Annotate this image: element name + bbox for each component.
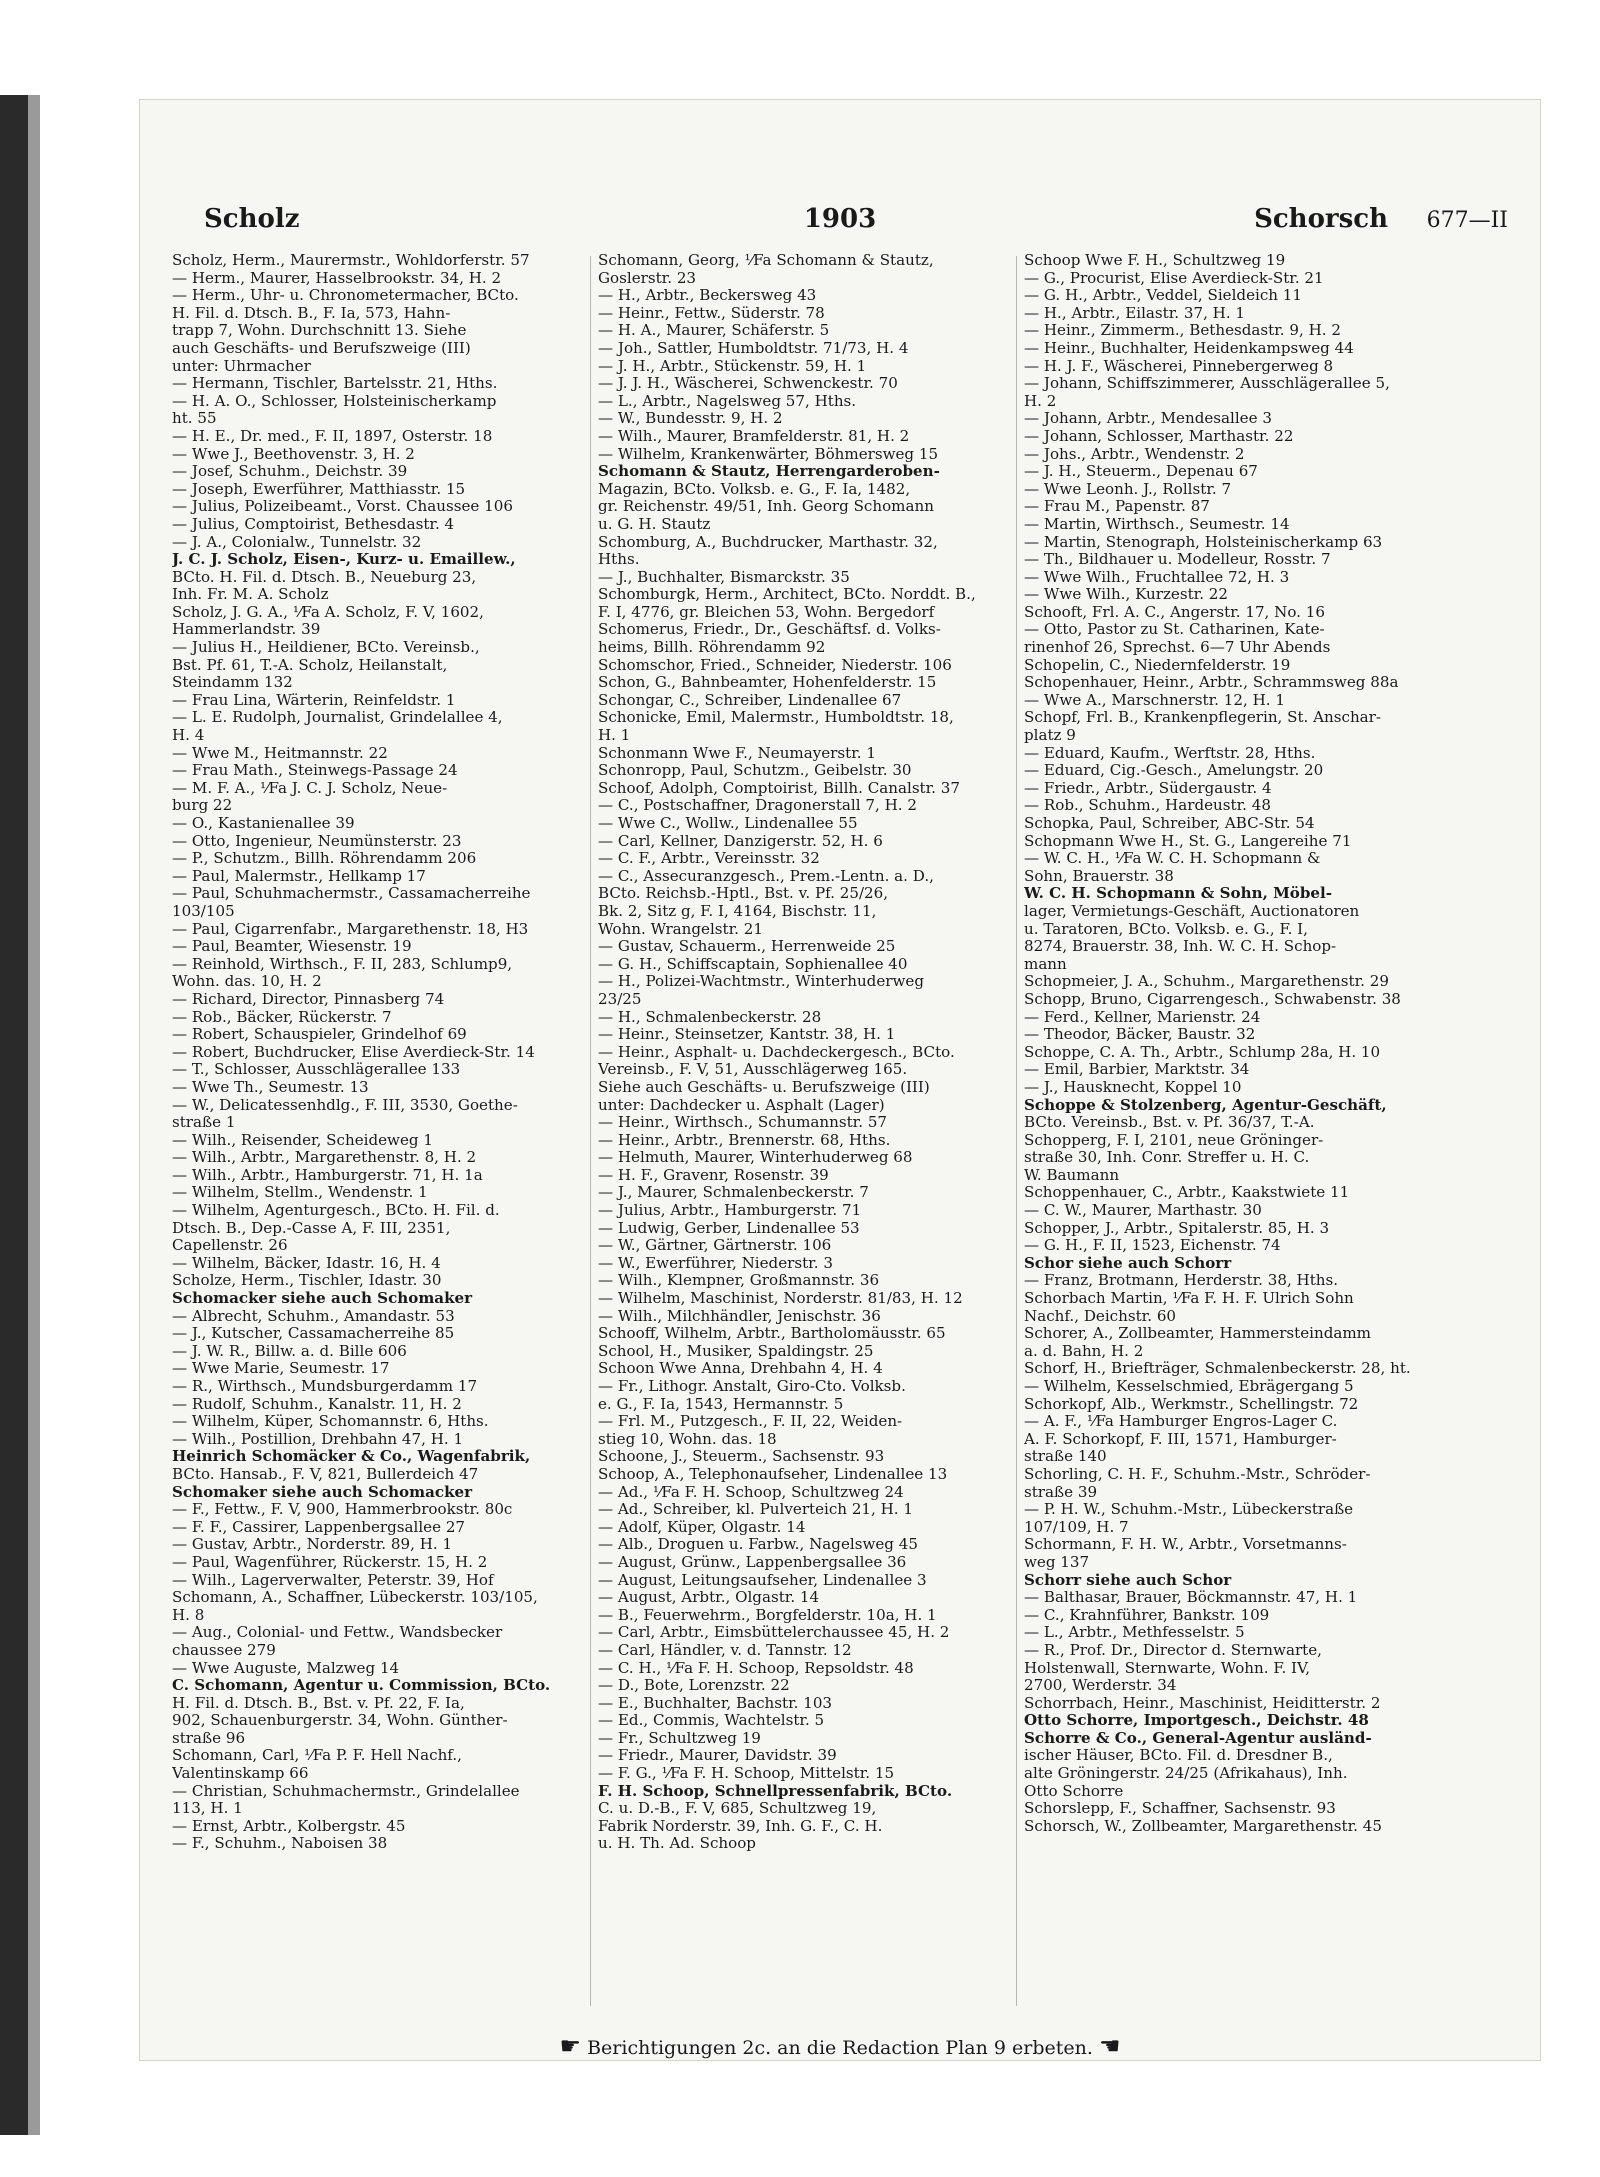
directory-entry-line: straße 140: [1024, 1448, 1107, 1466]
directory-entry-line: Vereinsb., F. V, 51, Ausschlägerweg 165.: [598, 1061, 908, 1079]
directory-entry-line: Scholz, Herm., Maurermstr., Wohldorferstr. 57: [172, 252, 530, 269]
directory-entry-line: — W. C. H., ⅟Fa W. C. H. Schopmann &: [1024, 850, 1321, 868]
directory-entry-line: — Wilhelm, Maschinist, Norderstr. 81/83, H. 12: [598, 1290, 963, 1308]
directory-entry-line: weg 137: [1024, 1553, 1090, 1571]
directory-entry-line: Schomacker siehe auch Schomaker: [172, 1290, 473, 1308]
directory-entry-line: — Heinr., Fettw., Süderstr. 78: [598, 304, 825, 322]
directory-entry-line: — L. E. Rudolph, Journalist, Grindelallee 4,: [172, 709, 503, 727]
directory-entry-line: — P., Schutzm., Billh. Röhrendamm 206: [172, 850, 477, 868]
directory-entry-line: ht. 55: [172, 410, 217, 428]
directory-entry-line: — Hermann, Tischler, Bartelsstr. 21, Hths.: [172, 375, 498, 393]
directory-entry-line: — R., Prof. Dr., Director d. Sternwarte,: [1024, 1641, 1322, 1659]
directory-entry-line: — Rob., Bäcker, Rückerstr. 7: [172, 1008, 392, 1026]
directory-entry-line: unter: Uhrmacher: [172, 357, 311, 375]
directory-entry-line: Schomann & Stautz, Herrengarderoben-: [598, 463, 940, 481]
directory-entry-line: — Reinhold, Wirthsch., F. II, 283, Schlump9,: [172, 955, 513, 973]
directory-entry-line: Wohn. das. 10, H. 2: [172, 973, 322, 991]
directory-entry-line: — Julius, Polizeibeamt., Vorst. Chaussee 106: [172, 498, 513, 516]
directory-entry-line: Schopmeier, J. A., Schuhm., Margarethenstr. 29: [1024, 973, 1389, 991]
directory-entry-line: — H. J. F., Wäscherei, Pinnebergerweg 8: [1024, 357, 1334, 375]
header-right-keyword: Schorsch: [1254, 204, 1388, 234]
directory-entry-line: Inh. Fr. M. A. Scholz: [172, 586, 329, 604]
directory-entry-line: — Wilh., Milchhändler, Jenischstr. 36: [598, 1307, 881, 1325]
directory-entry-line: — J., Maurer, Schmalenbeckerstr. 7: [598, 1184, 869, 1202]
directory-entry-line: — Heinr., Buchhalter, Heidenkampsweg 44: [1024, 339, 1354, 357]
page-footer: [140, 2032, 1540, 2060]
directory-entry-line: — Ad., ⅟Fa F. H. Schoop, Schultzweg 24: [598, 1483, 904, 1501]
directory-entry-line: straße 30, Inh. Conr. Streffer u. H. C.: [1024, 1149, 1310, 1167]
directory-entry-line: Schoop Wwe F. H., Schultzweg 19: [1024, 252, 1286, 269]
directory-entry-line: Schorf, H., Briefträger, Schmalenbeckerstr. 28, ht.: [1024, 1360, 1411, 1378]
directory-entry-line: — Rudolf, Schuhm., Kanalstr. 11, H. 2: [172, 1395, 462, 1413]
header-year: 1903: [803, 204, 877, 234]
directory-entry-line: — G., Procurist, Elise Averdieck-Str. 21: [1024, 269, 1324, 287]
directory-entry-line: W. Baumann: [1024, 1166, 1120, 1184]
directory-entry-line: gr. Reichenstr. 49/51, Inh. Georg Schomann: [598, 498, 934, 516]
directory-entry-line: Schorr siehe auch Schor: [1024, 1571, 1232, 1589]
directory-entry-line: — J., Hausknecht, Koppel 10: [1024, 1078, 1242, 1096]
directory-entry-line: — Helmuth, Maurer, Winterhuderweg 68: [598, 1149, 913, 1167]
directory-entry-line: — Ed., Commis, Wachtelstr. 5: [598, 1712, 825, 1730]
directory-entry-line: — August, Leitungsaufseher, Lindenallee 3: [598, 1571, 927, 1589]
directory-entry-line: Schon, G., Bahnbeamter, Hohenfelderstr. 15: [598, 674, 937, 692]
directory-entry-line: Schomann, A., Schaffner, Lübeckerstr. 103/105,: [172, 1589, 538, 1607]
directory-entry-line: Schorer, A., Zollbeamter, Hammersteindamm: [1024, 1325, 1371, 1343]
directory-entry-line: auch Geschäfts- und Berufszweige (III): [172, 339, 471, 357]
directory-entry-line: chaussee 279: [172, 1641, 276, 1659]
directory-entry-line: — Paul, Wagenführer, Rückerstr. 15, H. 2: [172, 1553, 488, 1571]
directory-entry-line: Schonicke, Emil, Malermstr., Humboldtstr. 18,: [598, 709, 954, 727]
directory-entry-line: Schorrbach, Heinr., Maschinist, Heiditterstr. 2: [1024, 1694, 1381, 1712]
directory-entry-line: — Joseph, Ewerführer, Matthiasstr. 15: [172, 480, 466, 498]
directory-entry-line: — F., Fettw., F. V, 900, Hammerbrookstr. 80c: [172, 1501, 513, 1519]
directory-entry-line: — G. H., Schiffscaptain, Sophienallee 40: [598, 955, 908, 973]
directory-entry-line: Schopperg, F. I, 2101, neue Gröninger-: [1024, 1131, 1324, 1149]
directory-entry-line: — Gustav, Arbtr., Norderstr. 89, H. 1: [172, 1536, 453, 1554]
directory-entry-line: Schopka, Paul, Schreiber, ABC-Str. 54: [1024, 815, 1315, 832]
directory-entry-line: — C., Postschaffner, Dragonerstall 7, H. 2: [598, 797, 917, 815]
directory-entry-line: — D., Bote, Lorenzstr. 22: [598, 1677, 790, 1695]
directory-entry-line: — E., Buchhalter, Bachstr. 103: [598, 1694, 833, 1712]
directory-entry-line: — Robert, Schauspieler, Grindelhof 69: [172, 1026, 467, 1044]
directory-entry-line: burg 22: [172, 797, 233, 815]
directory-entry-line: — J. W. R., Billw. a. d. Bille 606: [172, 1342, 407, 1360]
directory-entry-line: — Herm., Uhr- u. Chronometermacher, BCto.: [172, 287, 519, 305]
directory-entry-line: — Wwe Th., Seumestr. 13: [172, 1078, 369, 1096]
directory-entry-line: — Otto, Ingenieur, Neumünsterstr. 23: [172, 832, 462, 850]
directory-entry-line: Bk. 2, Sitz g, F. I, 4164, Bischstr. 11,: [598, 902, 877, 920]
directory-entry-line: u. G. H. Stautz: [598, 515, 711, 533]
directory-entry-line: — Friedr., Maurer, Davidstr. 39: [598, 1747, 837, 1765]
directory-entry-line: — Frau M., Papenstr. 87: [1024, 498, 1210, 516]
directory-entry-line: Schoop, A., Telephonaufseher, Lindenallee 13: [598, 1465, 948, 1483]
directory-entry-line: BCto. Reichsb.-Hptl., Bst. v. Pf. 25/26,: [598, 885, 889, 903]
directory-entry-line: a. d. Bahn, H. 2: [1024, 1342, 1144, 1360]
directory-entry-line: F. H. Schoop, Schnellpressenfabrik, BCto.: [598, 1782, 953, 1800]
directory-entry-line: — R., Wirthsch., Mundsburgerdamm 17: [172, 1378, 478, 1395]
directory-entry-line: 23/25: [598, 990, 642, 1008]
directory-entry-line: — L., Arbtr., Methfesselstr. 5: [1024, 1624, 1245, 1642]
directory-entry-line: Steindamm 132: [172, 674, 293, 692]
directory-entry-line: — Josef, Schuhm., Deichstr. 39: [172, 463, 408, 481]
directory-entry-line: — August, Arbtr., Olgastr. 14: [598, 1589, 820, 1607]
directory-entry-line: — H. A. O., Schlosser, Holsteinischerkamp: [172, 392, 497, 410]
directory-entry-line: — C. W., Maurer, Marthastr. 30: [1024, 1202, 1262, 1220]
directory-entry-line: — Wwe Auguste, Malzweg 14: [172, 1659, 400, 1677]
directory-entry-line: Schopp, Bruno, Cigarrengesch., Schwabenstr. 38: [1024, 990, 1401, 1008]
directory-entry-line: — O., Kastanienallee 39: [172, 815, 355, 832]
directory-entry-line: — Wilhelm, Stellm., Wendenstr. 1: [172, 1184, 428, 1202]
directory-entry-line: — C. H., ⅟Fa F. H. Schoop, Repsoldstr. 48: [598, 1659, 914, 1677]
directory-entry-line: — Heinr., Wirthsch., Schumannstr. 57: [598, 1114, 888, 1132]
pointing-hand-right-icon: ☚: [1098, 2032, 1121, 2060]
directory-entry-line: — Carl, Arbtr., Eimsbüttelerchaussee 45, H. 2: [598, 1624, 950, 1642]
directory-entry-line: — Adolf, Küper, Olgastr. 14: [598, 1518, 806, 1536]
directory-entry-line: Sohn, Brauerstr. 38: [1024, 867, 1174, 885]
directory-entry-line: — Ludwig, Gerber, Lindenallee 53: [598, 1219, 860, 1237]
directory-entry-line: — Wwe M., Heitmannstr. 22: [172, 744, 388, 762]
directory-entry-line: Schoof, Adolph, Comptoirist, Billh. Canalstr. 37: [598, 779, 960, 797]
directory-entry-line: Schor siehe auch Schorr: [1024, 1254, 1232, 1272]
directory-entry-line: Schongar, C., Schreiber, Lindenallee 67: [598, 691, 902, 709]
directory-entry-line: Schopf, Frl. B., Krankenpflegerin, St. Anschar-: [1024, 709, 1381, 727]
directory-entry-line: Schorsch, W., Zollbeamter, Margarethenstr. 45: [1024, 1817, 1382, 1835]
directory-entry-line: — Heinr., Zimmerm., Bethesdastr. 9, H. 2: [1024, 322, 1341, 340]
directory-entry-line: — W., Gärtner, Gärtnerstr. 106: [598, 1237, 832, 1255]
directory-entry-line: — A. F., ⅟Fa Hamburger Engros-Lager C.: [1024, 1413, 1338, 1431]
directory-entry-line: — August, Grünw., Lappenbergsallee 36: [598, 1553, 907, 1571]
directory-entry-line: — Julius, Arbtr., Hamburgerstr. 71: [598, 1202, 862, 1220]
directory-entry-line: — Richard, Director, Pinnasberg 74: [172, 990, 445, 1008]
directory-entry-line: — Wilh., Arbtr., Hamburgerstr. 71, H. 1a: [172, 1166, 483, 1184]
directory-entry-line: — H., Arbtr., Eilastr. 37, H. 1: [1024, 304, 1246, 322]
directory-entry-line: Schomaker siehe auch Schomacker: [172, 1483, 473, 1501]
directory-entry-line: — J., Buchhalter, Bismarckstr. 35: [598, 568, 850, 586]
directory-entry-line: — J. H., Steuerm., Depenau 67: [1024, 463, 1258, 481]
directory-entry-line: — Albrecht, Schuhm., Amandastr. 53: [172, 1307, 455, 1325]
directory-entry-line: Schorling, C. H. F., Schuhm.-Mstr., Schröder-: [1024, 1465, 1371, 1483]
directory-entry-line: — C., Krahnführer, Bankstr. 109: [1024, 1606, 1270, 1624]
directory-entry-line: rinenhof 26, Sprechst. 6—7 Uhr Abends: [1024, 639, 1331, 657]
directory-entry-line: Otto Schorre: [1024, 1782, 1124, 1800]
directory-entry-line: — Carl, Händler, v. d. Tannstr. 12: [598, 1641, 852, 1659]
directory-entry-line: — Johann, Schlosser, Marthastr. 22: [1024, 427, 1294, 445]
directory-entry-line: — Paul, Beamter, Wiesenstr. 19: [172, 938, 412, 956]
directory-entry-line: — J. A., Colonialw., Tunnelstr. 32: [172, 533, 422, 551]
directory-entry-line: — W., Delicatessenhdlg., F. III, 3530, Goethe-: [172, 1096, 518, 1114]
directory-entry-line: — Wwe C., Wollw., Lindenallee 55: [598, 815, 858, 832]
directory-entry-line: unter: Dachdecker u. Asphalt (Lager): [598, 1096, 885, 1114]
directory-entry-line: 103/105: [172, 902, 235, 920]
directory-entry-line: Valentinskamp 66: [172, 1765, 309, 1783]
directory-entry-line: — Johann, Schiffszimmerer, Ausschlägerallee 5,: [1024, 375, 1390, 393]
directory-entry-line: Dtsch. B., Dep.-Casse A, F. III, 2351,: [172, 1219, 451, 1237]
directory-entry-line: — Rob., Schuhm., Hardeustr. 48: [1024, 797, 1271, 815]
directory-entry-line: — G. H., Arbtr., Veddel, Sieldeich 11: [1024, 287, 1303, 305]
directory-entry-line: Schormann, F. H. W., Arbtr., Vorsetmanns-: [1024, 1536, 1347, 1554]
column-1: [172, 252, 588, 2012]
directory-entry-line: Schopelin, C., Niedernfelderstr. 19: [1024, 656, 1291, 674]
directory-entry-line: — Wwe A., Marschnerstr. 12, H. 1: [1024, 691, 1285, 709]
directory-entry-line: — Fr., Lithogr. Anstalt, Giro-Cto. Volksb.: [598, 1378, 906, 1395]
directory-entry-line: H. 8: [172, 1606, 205, 1624]
directory-entry-line: — Paul, Schuhmachermstr., Cassamacherreihe: [172, 885, 531, 903]
directory-entry-line: — C. F., Arbtr., Vereinsstr. 32: [598, 850, 820, 868]
directory-entry-line: — F. F., Cassirer, Lappenbergsallee 27: [172, 1518, 466, 1536]
directory-entry-line: — Julius H., Heildiener, BCto. Vereinsb.,: [172, 639, 480, 657]
directory-entry-line: H. 2: [1024, 392, 1057, 410]
directory-entry-line: Holstenwall, Sternwarte, Wohn. F. IV,: [1024, 1659, 1311, 1677]
directory-entry-line: W. C. H. Schopmann & Sohn, Möbel-: [1024, 885, 1333, 903]
directory-entry-line: — Heinr., Asphalt- u. Dachdeckergesch., BCto.: [598, 1043, 955, 1061]
directory-entry-line: Schoppe, C. A. Th., Arbtr., Schlump 28a, H. 10: [1024, 1043, 1381, 1061]
directory-entry-line: Schomburgk, Herm., Architect, BCto. Norddt. B.,: [598, 586, 976, 604]
directory-entry-line: — H. A., Maurer, Schäferstr. 5: [598, 322, 830, 340]
directory-entry-line: Wohn. Wrangelstr. 21: [598, 920, 763, 938]
directory-entry-line: BCto. H. Fil. d. Dtsch. B., Neueburg 23,: [172, 568, 477, 586]
directory-entry-line: — C., Assecuranzgesch., Prem.-Lentn. a. D.,: [598, 867, 934, 885]
directory-entry-line: — Joh., Sattler, Humboldtstr. 71/73, H. 4: [598, 339, 909, 357]
directory-entry-line: Schomschor, Fried., Schneider, Niederstr. 106: [598, 656, 952, 674]
directory-entry-line: — Carl, Kellner, Danzigerstr. 52, H. 6: [598, 832, 883, 850]
directory-entry-line: Schoone, J., Steuerm., Sachsenstr. 93: [598, 1448, 885, 1466]
header-left-keyword: Scholz: [204, 204, 300, 234]
directory-entry-line: — Frau Math., Steinwegs-Passage 24: [172, 762, 458, 780]
directory-entry-line: — H. F., Gravenr, Rosenstr. 39: [598, 1166, 829, 1184]
directory-entry-line: — Wilhelm, Kesselschmied, Ebrägergang 5: [1024, 1378, 1354, 1395]
directory-entry-line: straße 96: [172, 1729, 246, 1747]
directory-entry-line: — Wilh., Lagerverwalter, Peterstr. 39, Hof: [172, 1571, 494, 1589]
directory-entry-line: — Otto, Pastor zu St. Catharinen, Kate-: [1024, 621, 1325, 639]
directory-entry-line: — Christian, Schuhmachermstr., Grindelallee: [172, 1782, 520, 1800]
directory-entry-line: Magazin, BCto. Volksb. e. G., F. Ia, 1482,: [598, 480, 911, 498]
directory-entry-line: — L., Arbtr., Nagelsweg 57, Hths.: [598, 392, 857, 410]
directory-entry-line: — Ernst, Arbtr., Kolbergstr. 45: [172, 1817, 406, 1835]
directory-entry-line: Schopmann Wwe H., St. G., Langereihe 71: [1024, 832, 1352, 850]
column-divider: [590, 256, 591, 2006]
directory-entry-line: — Emil, Barbier, Marktstr. 34: [1024, 1061, 1250, 1079]
directory-entry-line: A. F. Schorkopf, F. III, 1571, Hamburger-: [1024, 1430, 1337, 1448]
directory-entry-line: — Franz, Brotmann, Herderstr. 38, Hths.: [1024, 1272, 1339, 1290]
directory-entry-line: — F., Schuhm., Naboisen 38: [172, 1835, 388, 1853]
directory-entry-line: — Fr., Schultzweg 19: [598, 1729, 761, 1747]
directory-entry-line: — Ferd., Kellner, Marienstr. 24: [1024, 1008, 1261, 1026]
directory-entry-line: Otto Schorre, Importgesch., Deichstr. 48: [1024, 1712, 1369, 1730]
directory-entry-line: lager, Vermietungs-Geschäft, Auctionatoren: [1024, 902, 1360, 920]
directory-entry-line: — Johs., Arbtr., Wendenstr. 2: [1024, 445, 1245, 463]
directory-entry-line: — W., Ewerführer, Niederstr. 3: [598, 1254, 833, 1272]
column-3: [1024, 252, 1440, 2012]
directory-entry-line: — Alb., Droguen u. Farbw., Nagelsweg 45: [598, 1536, 918, 1554]
directory-entry-line: — Julius, Comptoirist, Bethesdastr. 4: [172, 515, 455, 533]
directory-entry-line: — Wwe Leonh. J., Rollstr. 7: [1024, 480, 1232, 498]
directory-entry-line: Schomann, Carl, ⅟Fa P. F. Hell Nachf.,: [172, 1747, 462, 1765]
directory-entry-line: Nachf., Deichstr. 60: [1024, 1307, 1177, 1325]
directory-entry-line: — Wilhelm, Küper, Schomannstr. 6, Hths.: [172, 1413, 489, 1431]
directory-entry-line: — Martin, Stenograph, Holsteinischerkamp 63: [1024, 533, 1383, 551]
directory-entry-line: Goslerstr. 23: [598, 269, 697, 287]
directory-entry-line: — Johann, Arbtr., Mendesallee 3: [1024, 410, 1272, 428]
directory-entry-line: Schooff, Wilhelm, Arbtr., Bartholomäusstr. 65: [598, 1325, 946, 1343]
directory-entry-line: — Th., Bildhauer u. Modelleur, Rosstr. 7: [1024, 551, 1331, 569]
directory-entry-line: straße 1: [172, 1114, 236, 1132]
directory-entry-line: Bst. Pf. 61, T.-A. Scholz, Heilanstalt,: [172, 656, 448, 674]
directory-entry-line: — W., Bundesstr. 9, H. 2: [598, 410, 783, 428]
directory-entry-line: — Wwe Marie, Seumestr. 17: [172, 1360, 390, 1378]
directory-entry-line: Scholze, Herm., Tischler, Idastr. 30: [172, 1272, 442, 1290]
directory-entry-line: H. 1: [598, 727, 631, 745]
directory-entry-line: 107/109, H. 7: [1024, 1518, 1129, 1536]
directory-entry-line: BCto. Vereinsb., Bst. v. Pf. 36/37, T.-A.: [1024, 1114, 1315, 1132]
directory-entry-line: — F. G., ⅟Fa F. H. Schoop, Mittelstr. 15: [598, 1765, 895, 1783]
directory-entry-line: — J. H., Arbtr., Stückenstr. 59, H. 1: [598, 357, 867, 375]
column-divider: [1016, 256, 1017, 2006]
directory-entry-line: — Wwe Wilh., Kurzestr. 22: [1024, 586, 1229, 604]
directory-entry-line: — Frau Lina, Wärterin, Reinfeldstr. 1: [172, 691, 456, 709]
directory-entry-line: heims, Billh. Röhrendamm 92: [598, 639, 826, 657]
directory-entry-line: — H., Arbtr., Beckersweg 43: [598, 287, 817, 305]
directory-entry-line: BCto. Hansab., F. V, 821, Bullerdeich 47: [172, 1465, 479, 1483]
directory-entry-line: Siehe auch Geschäfts- u. Berufszweige (III): [598, 1078, 930, 1096]
directory-entry-line: 2700, Werderstr. 34: [1024, 1677, 1177, 1695]
directory-entry-line: — H., Polizei-Wachtmstr., Winterhuderweg: [598, 973, 925, 991]
pointing-hand-left-icon: ☛: [559, 2032, 582, 2060]
directory-entry-line: — J., Kutscher, Cassamacherreihe 85: [172, 1325, 455, 1343]
directory-entry-line: — Heinr., Steinsetzer, Kantstr. 38, H. 1: [598, 1026, 896, 1044]
directory-entry-line: — M. F. A., ⅟Fa J. C. J. Scholz, Neue-: [172, 779, 448, 797]
directory-entry-line: — Wilh., Reisender, Scheideweg 1: [172, 1131, 433, 1149]
directory-entry-line: — Heinr., Arbtr., Brennerstr. 68, Hths.: [598, 1131, 891, 1149]
directory-entry-line: Schorbach Martin, ⅟Fa F. H. F. Ulrich Sohn: [1024, 1290, 1354, 1308]
directory-entry-line: trapp 7, Wohn. Durchschnitt 13. Siehe: [172, 322, 467, 340]
directory-entry-line: Schorslepp, F., Schaffner, Sachsenstr. 93: [1024, 1800, 1336, 1818]
directory-entry-line: — Wilh., Maurer, Bramfelderstr. 81, H. 2: [598, 427, 910, 445]
directory-entry-line: — G. H., F. II, 1523, Eichenstr. 74: [1024, 1237, 1281, 1255]
directory-entry-line: — Wwe J., Beethovenstr. 3, H. 2: [172, 445, 415, 463]
directory-entry-line: J. C. J. Scholz, Eisen-, Kurz- u. Emaillew.,: [172, 551, 516, 569]
directory-entry-line: — Eduard, Kaufm., Werftstr. 28, Hths.: [1024, 744, 1316, 762]
directory-entry-line: — Balthasar, Brauer, Böckmannstr. 47, H. 1: [1024, 1589, 1358, 1607]
directory-entry-line: Schomann, Georg, ⅟Fa Schomann & Stautz,: [598, 252, 934, 269]
directory-entry-line: — B., Feuerwehrm., Borgfelderstr. 10a, H. 1: [598, 1606, 937, 1624]
directory-entry-line: — P. H. W., Schuhm.-Mstr., Lübeckerstraße: [1024, 1501, 1354, 1519]
directory-entry-line: H. Fil. d. Dtsch. B., Bst. v. Pf. 22, F. Ia,: [172, 1694, 465, 1712]
directory-entry-line: u. Taratoren, BCto. Volksb. e. G., F. I,: [1024, 920, 1308, 938]
directory-entry-line: ischer Häuser, BCto. Fil. d. Dresdner B.,: [1024, 1747, 1333, 1765]
directory-entry-line: Heinrich Schomäcker & Co., Wagenfabrik,: [172, 1448, 531, 1466]
directory-entry-line: u. H. Th. Ad. Schoop: [598, 1835, 756, 1853]
directory-entry-line: F. I, 4776, gr. Bleichen 53, Wohn. Bergedorf: [598, 603, 935, 621]
directory-entry-line: alte Gröningerstr. 24/25 (Afrikahaus), Inh.: [1024, 1765, 1348, 1783]
directory-entry-line: — Eduard, Cig.-Gesch., Amelungstr. 20: [1024, 762, 1324, 780]
directory-entry-line: — Martin, Wirthsch., Seumestr. 14: [1024, 515, 1290, 533]
directory-entry-line: Hths.: [598, 551, 640, 569]
directory-entry-line: Schoon Wwe Anna, Drehbahn 4, H. 4: [598, 1360, 883, 1378]
directory-entry-line: Schorre & Co., General-Agentur ausländ-: [1024, 1729, 1372, 1747]
footer-text: Berichtigungen 2c. an die Redaction Plan 9 erbeten.: [587, 2037, 1093, 2059]
directory-entry-line: — Wilh., Klempner, Großmannstr. 36: [598, 1272, 880, 1290]
directory-entry-line: — Ad., Schreiber, kl. Pulverteich 21, H. 1: [598, 1501, 913, 1519]
directory-entry-line: Schopper, J., Arbtr., Spitalerstr. 85, H. 3: [1024, 1219, 1330, 1237]
directory-entry-line: H. Fil. d. Dtsch. B., F. Ia, 573, Hahn-: [172, 304, 451, 322]
page-number: 677—II: [1426, 208, 1508, 233]
directory-entry-line: — Gustav, Schauerm., Herrenweide 25: [598, 938, 896, 956]
directory-entry-line: — Paul, Cigarrenfabr., Margarethenstr. 18, H3: [172, 920, 529, 938]
directory-entry-line: 902, Schauenburgerstr. 34, Wohn. Günther-: [172, 1712, 508, 1730]
directory-entry-line: — T., Schlosser, Ausschlägerallee 133: [172, 1061, 461, 1079]
page-header: [172, 200, 1508, 240]
directory-entry-line: School, H., Musiker, Spaldingstr. 25: [598, 1342, 874, 1360]
directory-entry-line: — Wwe Wilh., Fruchtallee 72, H. 3: [1024, 568, 1290, 586]
directory-entry-line: Schonropp, Paul, Schutzm., Geibelstr. 30: [598, 762, 912, 780]
directory-entry-line: Fabrik Norderstr. 39, Inh. G. F., C. H.: [598, 1817, 883, 1835]
directory-entry-line: Scholz, J. G. A., ⅟Fa A. Scholz, F. V, 1602,: [172, 603, 484, 621]
directory-entry-line: Schooft, Frl. A. C., Angerstr. 17, No. 16: [1024, 603, 1325, 621]
directory-entry-line: H. 4: [172, 727, 205, 745]
directory-entry-line: C. u. D.-B., F. V, 685, Schultzweg 19,: [598, 1800, 877, 1818]
directory-entry-line: — Paul, Malermstr., Hellkamp 17: [172, 867, 426, 885]
directory-entry-line: straße 39: [1024, 1483, 1098, 1501]
directory-entry-line: — Robert, Buchdrucker, Elise Averdieck-Str. 14: [172, 1043, 535, 1061]
directory-entry-line: e. G., F. Ia, 1543, Hermannstr. 5: [598, 1395, 844, 1413]
directory-entry-line: — Wilh., Postillion, Drehbahn 47, H. 1: [172, 1430, 464, 1448]
directory-page: [140, 100, 1540, 2060]
directory-entry-line: — H., Schmalenbeckerstr. 28: [598, 1008, 822, 1026]
scan-border-inner: [28, 95, 40, 2135]
directory-entry-line: Schonmann Wwe F., Neumayerstr. 1: [598, 744, 876, 762]
directory-entry-line: Capellenstr. 26: [172, 1237, 288, 1255]
directory-entry-line: Schorkopf, Alb., Werkmstr., Schellingstr. 72: [1024, 1395, 1359, 1413]
directory-entry-line: 113, H. 1: [172, 1800, 243, 1818]
directory-entry-line: mann: [1024, 955, 1067, 973]
directory-entry-line: Schoppenhauer, C., Arbtr., Kaakstwiete 11: [1024, 1184, 1350, 1202]
directory-entry-line: Schomburg, A., Buchdrucker, Marthastr. 32,: [598, 533, 938, 551]
directory-entry-line: Schomerus, Friedr., Dr., Geschäftsf. d. Volks-: [598, 621, 941, 639]
directory-entry-line: platz 9: [1024, 727, 1076, 745]
directory-entry-line: — Friedr., Arbtr., Südergaustr. 4: [1024, 779, 1272, 797]
directory-entry-line: — H. E., Dr. med., F. II, 1897, Osterstr. 18: [172, 427, 493, 445]
directory-entry-line: Schopenhauer, Heinr., Arbtr., Schrammsweg 88a: [1024, 674, 1399, 692]
scan-border: [0, 95, 28, 2135]
directory-entry-line: — J. J. H., Wäscherei, Schwenckestr. 70: [598, 375, 898, 393]
directory-entry-line: — Theodor, Bäcker, Baustr. 32: [1024, 1026, 1256, 1044]
directory-entry-line: Hammerlandstr. 39: [172, 621, 321, 639]
directory-entry-line: Schoppe & Stolzenberg, Agentur-Geschäft,: [1024, 1096, 1387, 1114]
directory-entry-line: — Aug., Colonial- und Fettw., Wandsbecker: [172, 1624, 503, 1642]
directory-entry-line: — Wilhelm, Agenturgesch., BCto. H. Fil. d.: [172, 1202, 500, 1220]
directory-entry-line: — Herm., Maurer, Hasselbrookstr. 34, H. 2: [172, 269, 502, 287]
directory-entry-line: — Wilh., Arbtr., Margarethenstr. 8, H. 2: [172, 1149, 477, 1167]
directory-entry-line: — Wilhelm, Bäcker, Idastr. 16, H. 4: [172, 1254, 441, 1272]
directory-entry-line: stieg 10, Wohn. das. 18: [598, 1430, 777, 1448]
directory-entry-line: — Wilhelm, Krankenwärter, Böhmersweg 15: [598, 445, 939, 463]
directory-entry-line: C. Schomann, Agentur u. Commission, BCto.: [172, 1677, 551, 1695]
column-2: [598, 252, 1014, 2012]
directory-entry-line: — Frl. M., Putzgesch., F. II, 22, Weiden-: [598, 1413, 903, 1431]
directory-entry-line: 8274, Brauerstr. 38, Inh. W. C. H. Schop-: [1024, 938, 1337, 956]
